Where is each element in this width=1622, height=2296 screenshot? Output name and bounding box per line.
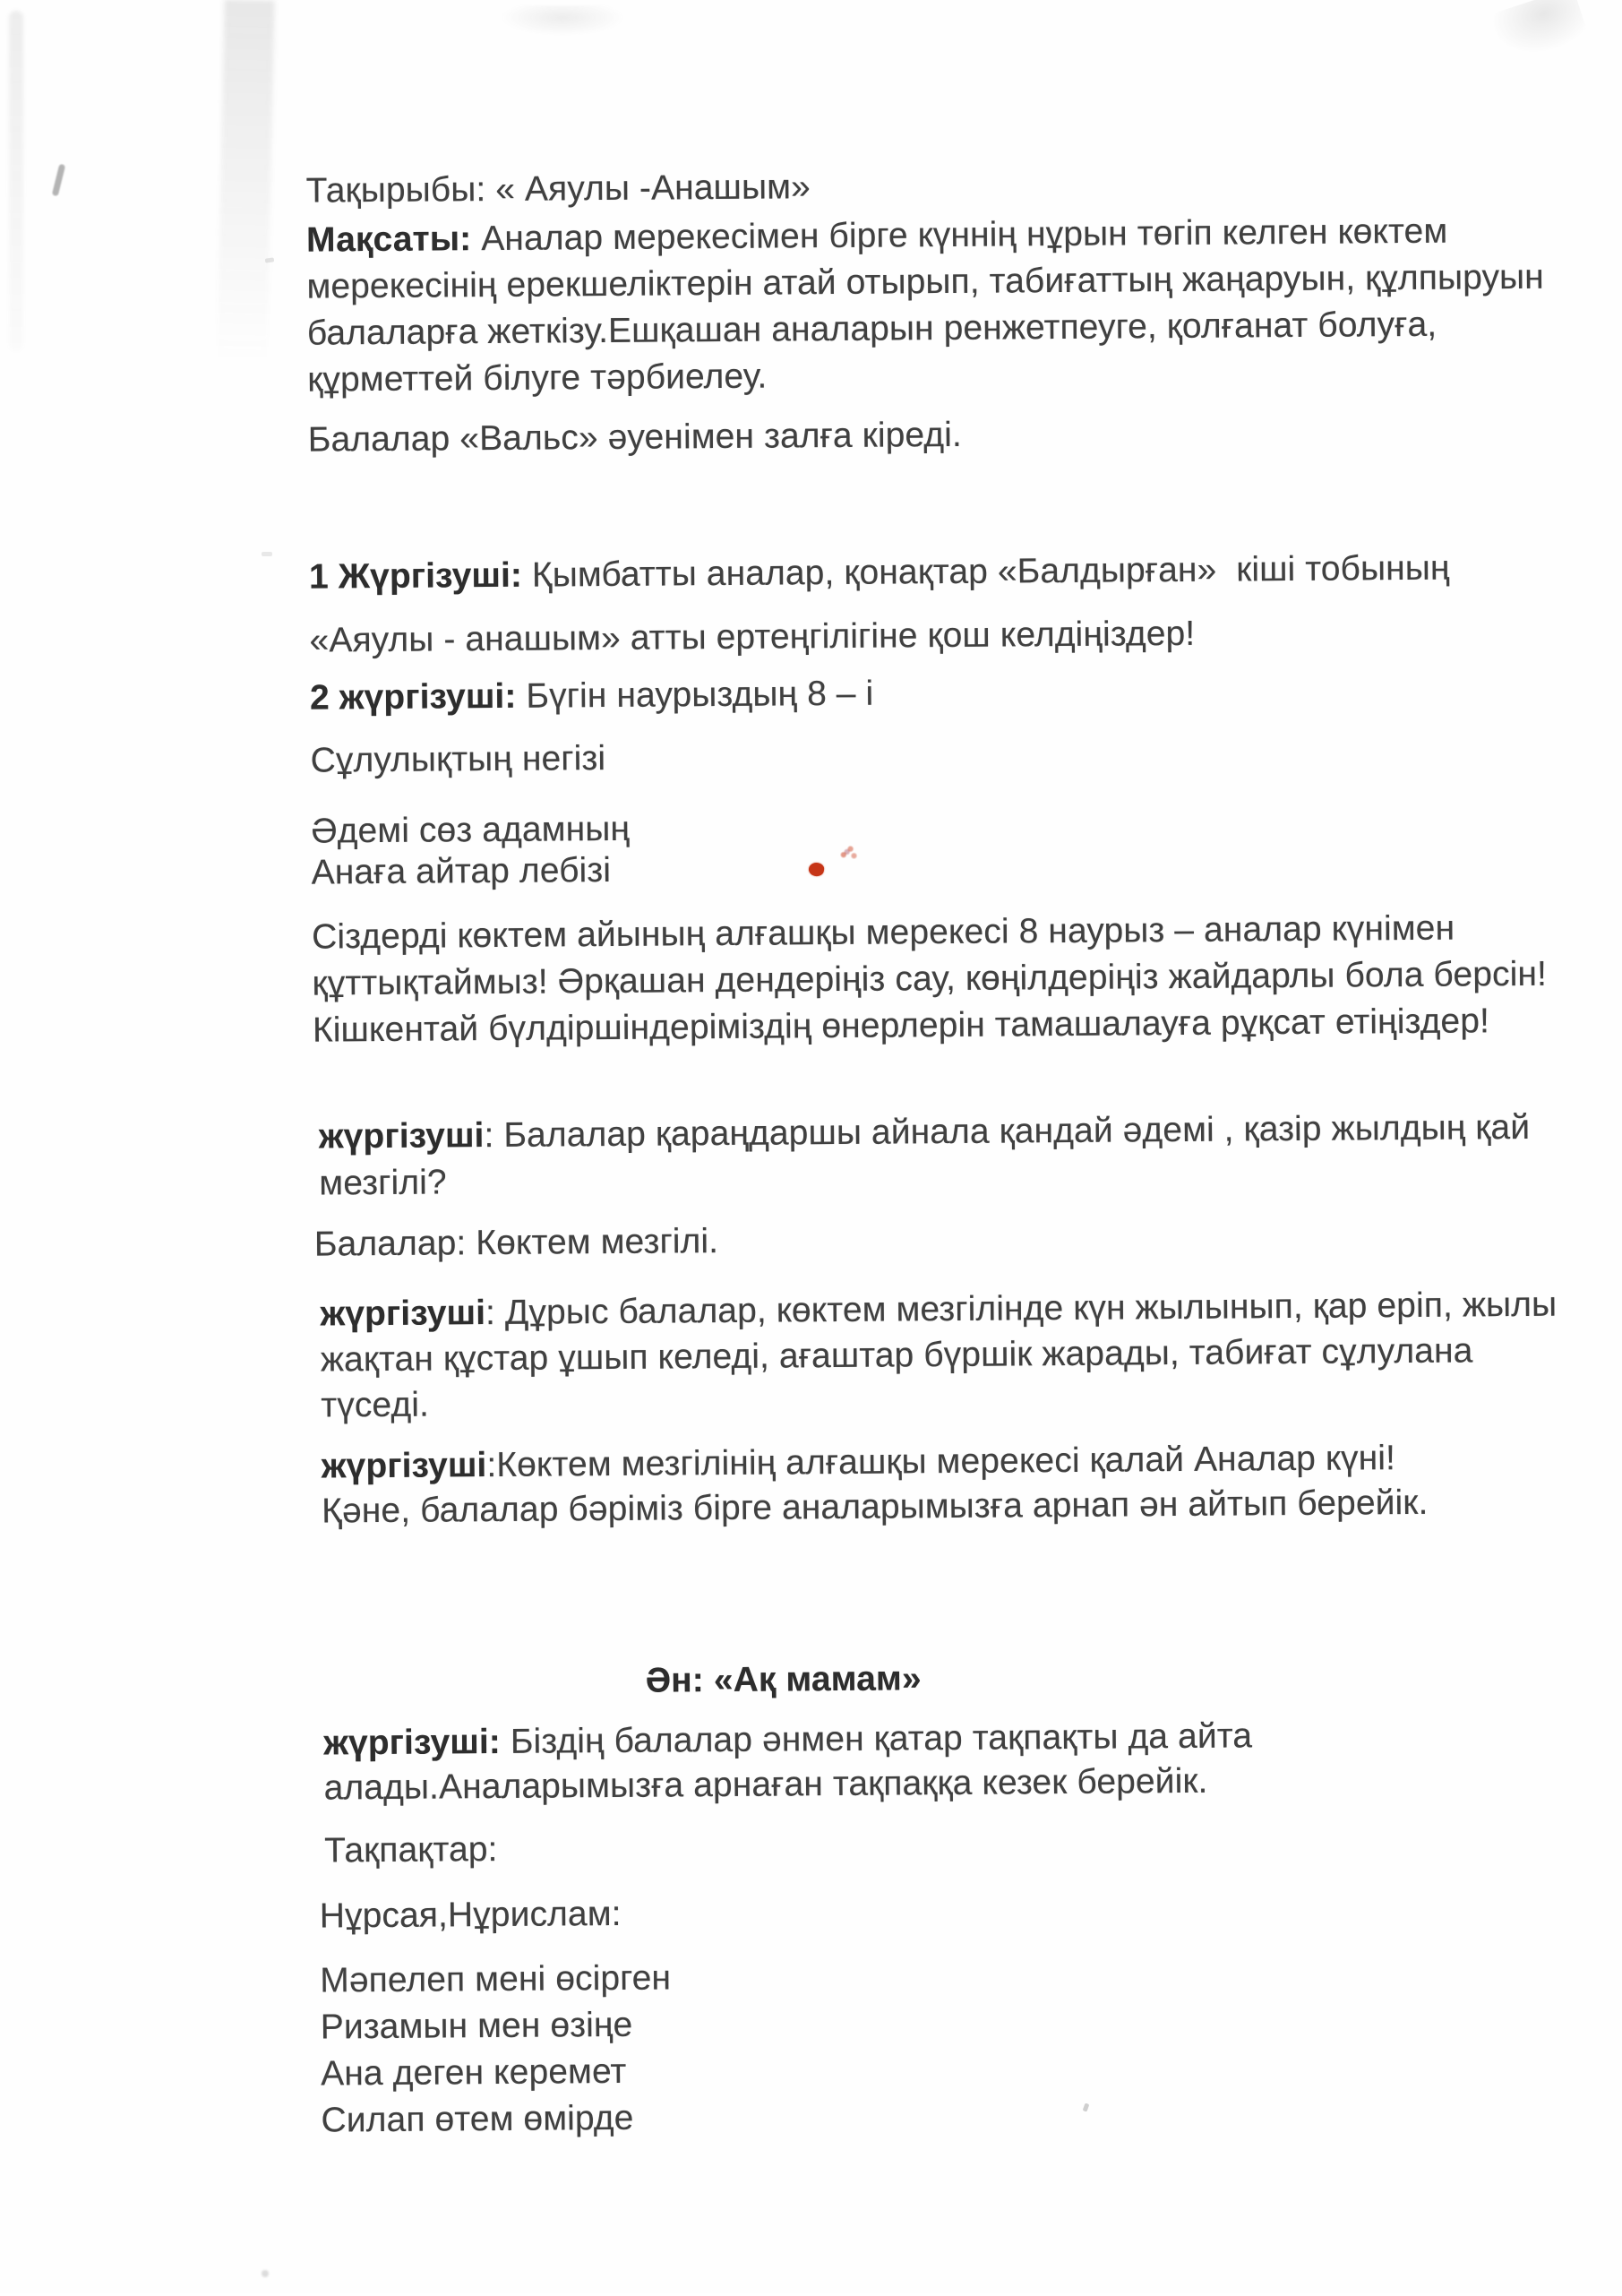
host1-welcome: 1 Жүргізуші: Қымбатты аналар, қонақтар «Балдырған» кіші тобының «Аяулы - анашым» атты ертеңгілігіне қош келдіңіздер! bbox=[308, 548, 1460, 660]
poems-label: Тақпақтар: bbox=[324, 1829, 498, 1870]
goal-label: Мақсаты: bbox=[305, 219, 472, 260]
speaker-label: 2 жүргізуші: bbox=[309, 676, 517, 718]
goal-paragraph: Мақсаты: Аналар мерекесімен бірге күннің нұрын төгіп келген көктем мерекесінің ерекшеліктерін атай отырып, табиғаттың жаңаруын, құлпыруын балаларға жеткізу.Ешқашан аналарын ренжетпеуге, қолғанат болуға, құрметтей білуге тәрбиелеу. bbox=[305, 211, 1554, 400]
mother-couplet: Әдемі сөз адамның Анаға айтар лебізі bbox=[311, 809, 631, 892]
title-line bbox=[305, 159, 1568, 215]
speaker-label: жүргізуші bbox=[321, 1446, 487, 1486]
speaker-label: жүргізуші bbox=[318, 1116, 485, 1157]
greeting-paragraph: Сіздерді көктем айының алғашқы мерекесі 8 наурыз – аналар күнімен құттықтаймыз! Әрқашан дендеріңіз сау, көңілдеріңіз жайдарлы бола берсін! Кішкентай бүлдіршіндеріміздің өнерлерін тамашалауға рұқсат етіңіздер! bbox=[312, 908, 1558, 1050]
host-poem-intro: жүргізуші: Біздің балалар әнмен қатар тақпақты да айта алады.Аналарымызға арнаған тақпаққа кезек берейік. bbox=[323, 1716, 1263, 1808]
host-song-proposal: жүргізуші:Көктем мезгілінің алғашқы мерекесі қалай Аналар күні!Қәне, балалар бәріміз бірге аналарымызға арнап ән айтып берейік. bbox=[321, 1439, 1429, 1531]
beauty-line: Сұлулықтың негізі bbox=[310, 739, 606, 780]
poem-stanza: Мәпелеп мені өсірген Ризамын мен өзіңе Ана деген керемет Силап өтем өмірде bbox=[320, 1958, 672, 2140]
song-title: Ән: «Ақ мамам» bbox=[645, 1659, 922, 1700]
reciters-names: Нұрсая,Нұрислам: bbox=[319, 1894, 622, 1936]
host2-date-line: 2 жүргізуші: Бүгін наурыздың 8 – і bbox=[309, 674, 874, 718]
title-text: Тақырыбы: « Аяулы -Анашым» bbox=[305, 168, 811, 211]
host-spring-description: жүргізуші: Дұрыс балалар, көктем мезгілінде күн жылынып, қар еріп, жылы жақтан құстар ұшып келеді, ағаштар бүршік жарады, табиғат сұлулана түседі. bbox=[320, 1285, 1567, 1425]
host-season-question: жүргізуші: Балалар қараңдаршы айнала қандай әдемі , қазір жылдың қай мезгілі? bbox=[318, 1107, 1540, 1203]
song-heading bbox=[318, 1653, 1249, 1707]
stage-direction-waltz: Балалар «Вальс» әуенімен залға кіреді. bbox=[307, 415, 963, 460]
speaker-label: жүргізуші bbox=[320, 1294, 486, 1334]
children-answer: Балалар: Көктем мезгілі. bbox=[313, 1222, 719, 1264]
speaker-label: 1 Жүргізуші: bbox=[308, 555, 523, 597]
speaker-label: жүргізуші: bbox=[323, 1722, 502, 1763]
